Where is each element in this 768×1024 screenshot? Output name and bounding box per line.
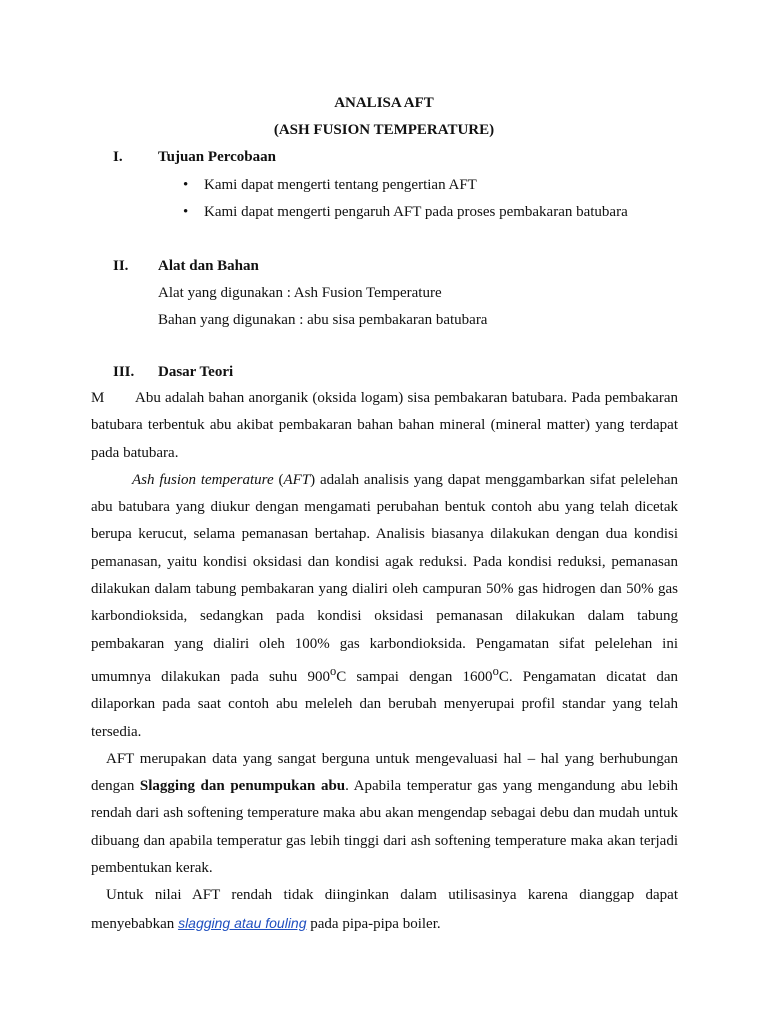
paragraph-4 <box>91 882 678 938</box>
document-title: ANALISA AFT <box>334 95 434 111</box>
degree-sup: o <box>492 663 499 678</box>
dropcap-letter: M <box>91 390 105 406</box>
paragraph-text: Untuk nilai AFT rendah tidak diinginkan dalam utilisasinya karena dianggap dapat menyebabkan <box>91 887 678 932</box>
tools-line: Alat yang digunakan : Ash Fusion Temperature <box>158 285 442 301</box>
paragraph-text: ) adalah analisis yang dapat menggambarkan sifat pelelehan abu batubara yang diukur dengan mengamati perubahan bentuk contoh abu yang telah dicetak berupa kerucut, selama pemanasan bertahap. Analisis biasanya dilakukan dengan dua kondisi pemanasan, yaitu kondisi oksidasi dan kondisi agak reduksi. Pada kondisi reduksi, pemanasan dilakukan dalam tabung pembakaran yang dialiri oleh campuran 50% gas hidrogen dan 50% gas karbondioksida, sedangkan pada kondisi oksidasi pemanasan dilakukan dalam tabung pembakaran yang dialiri oleh 100% gas karbondioksida. Pengamatan sifat pelelehan ini umumnya dilakukan pada suhu 900 <box>91 471 678 685</box>
bullet-item: Kami dapat mengerti pengaruh AFT pada proses pembakaran batubara <box>204 204 628 220</box>
paragraph-text: Abu adalah bahan anorganik (oksida logam) sisa pembakaran batubara. Pada pembakaran batubara terbentuk abu akibat pembakaran bahan bahan mineral (mineral matter) yang terdapat pada batubara. <box>91 390 678 461</box>
paragraph-text: C sampai dengan 1600 <box>336 668 493 685</box>
bold-term: Slagging dan penumpukan abu <box>139 778 346 795</box>
bullet-icon: • <box>183 177 189 193</box>
paragraph-3 <box>91 746 678 882</box>
section-number: I. <box>113 149 123 165</box>
section-title: Tujuan Percobaan <box>158 149 276 165</box>
paragraph-2: Ash fusion temperature (AFT) adalah analisis yang dapat menggambarkan sifat pelelehan abu batubara yang diukur dengan mengamati perubahan bentuk contoh abu yang telah dicetak berupa kerucut, selama pemanasan bertahap. Analisis biasanya dilakukan dengan dua kondisi pemanasan, yaitu kondisi oksidasi dan kondisi agak reduksi. Pada kondisi reduksi, pemanasan dilakukan dalam tabung pembakaran yang dialiri oleh campuran 50% gas hidrogen dan 50% gas karbondioksida, sedangkan pada kondisi oksidasi pemanasan dilakukan dalam tabung pembakaran yang dialiri oleh 100% gas karbondioksida. Pengamatan sifat pelelehan ini umumnya dilakukan pada suhu 900$^o$C sampai dengan 1600$^o$C. Pengamatan dicatat dan dilaporkan pada saat contoh abu meleleh dan berubah menyerupai profil standar yang telah tersedia. <box>91 471 679 740</box>
section-number: II. <box>113 258 129 274</box>
term-italic: Ash fusion temperature <box>132 471 274 488</box>
section-title: Dasar Teori <box>158 364 234 380</box>
paragraph-1 <box>91 385 678 467</box>
bullet-item: Kami dapat mengerti tentang pengertian AFT <box>204 177 477 193</box>
paragraph-text: pada pipa-pipa boiler. <box>306 915 441 932</box>
theory-body <box>91 385 678 938</box>
document-subtitle: (ASH FUSION TEMPERATURE) <box>273 122 495 138</box>
section-number: III. <box>113 364 135 380</box>
term-italic: AFT <box>283 471 311 488</box>
paragraph-text: . Apabila temperatur gas yang mengandung abu lebih rendah dari ash softening temperature maka abu akan mengendap sebagai debu dan mudah untuk dibuang dan apabila temperatur gas lebih tinggi dari ash softening temperature maka akan terjadi pembentukan kerak. <box>91 778 678 877</box>
section-title: Alat dan Bahan <box>158 258 259 274</box>
paragraph-text: AFT merupakan data yang sangat berguna untuk mengevaluasi hal – hal yang berhubungan dengan <box>91 750 678 795</box>
paragraph-text: C. Pengamatan dicatat dan dilaporkan pada saat contoh abu meleleh dan berubah menyerupai profil standar yang telah tersedia. <box>91 668 679 740</box>
materials-line: Bahan yang digunakan : abu sisa pembakaran batubara <box>158 312 488 328</box>
slagging-fouling-link[interactable]: slagging atau fouling <box>178 914 307 931</box>
degree-sup: o <box>329 663 337 678</box>
bullet-icon: • <box>183 204 189 220</box>
